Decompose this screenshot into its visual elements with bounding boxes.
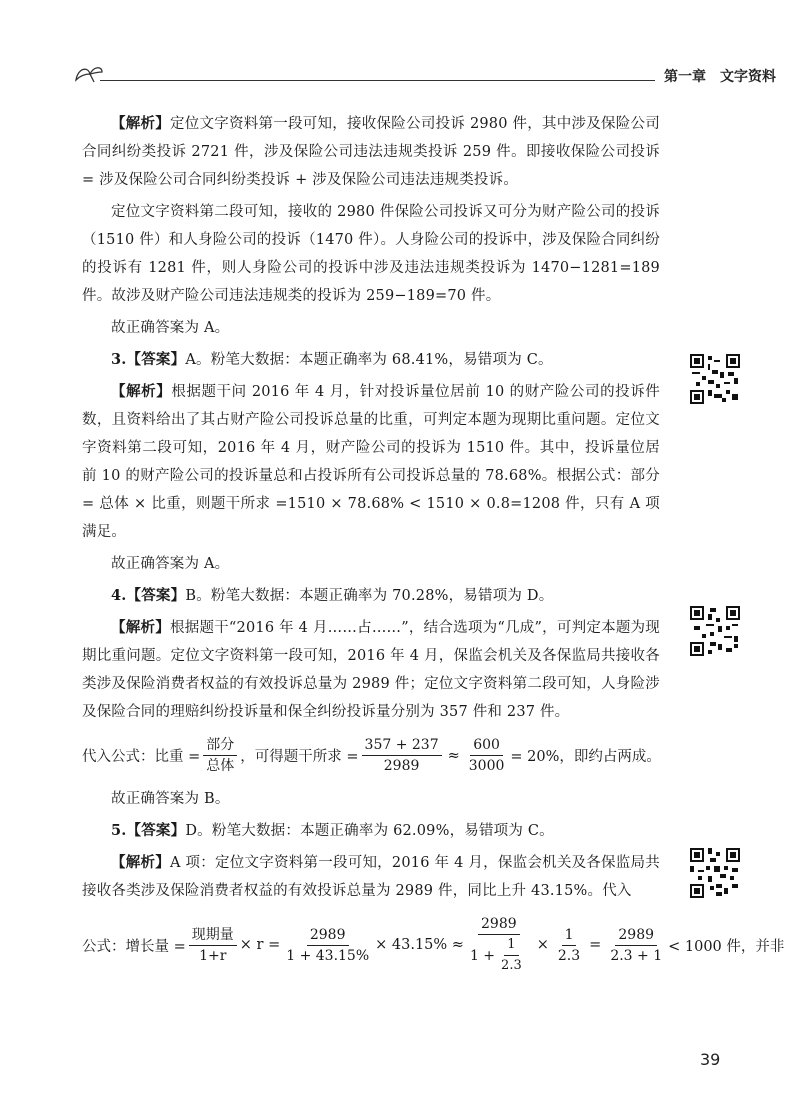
analysis-text: 根据题干问 2016 年 4 月，针对投诉量位居前 10 的财产险公司的投诉件数，且资料给出了其占财产险公司投诉总量的比重，可判定本题为现期比重问题。定位文字资料第二段可知，2016 年 4 月，财产险公司的投诉为 1510 件。其中，投诉量位居前 10 的财产险公司的投诉量总和占投诉所有公司投诉总量的 78.68%。根据公式：部分 = 总体 × 比重，则题干所求 =1510 × 78.68% < 1510 × 0.8=1208 件，只有 A 项满足。 <box>82 384 660 540</box>
analysis-paragraph <box>82 849 660 905</box>
answer-line <box>82 346 660 374</box>
formula-text: ，可得题干所求 = <box>240 749 359 765</box>
fraction-denominator: 1 + 43.15% <box>286 947 370 964</box>
equals-symbol: = <box>589 937 602 953</box>
answer-text: A。粉笔大数据：本题正确率为 68.41%，易错项为 C。 <box>185 352 553 368</box>
fraction-denominator: 3000 <box>468 758 505 774</box>
page-body <box>82 110 785 985</box>
fraction-value <box>283 926 372 965</box>
fraction-estimate <box>466 736 508 775</box>
analysis-tag: 【解析】 <box>111 619 170 636</box>
fraction-denominator: 2.3 + 1 <box>610 947 663 964</box>
fraction-denominator <box>467 935 531 975</box>
fraction-part-over-total <box>203 736 237 775</box>
leaf-ornament-icon <box>72 60 106 90</box>
fraction-denominator: 2.3 <box>501 958 522 973</box>
fraction-denominator: 2989 <box>383 758 420 774</box>
answer-tag: 5.【答案】 <box>111 822 186 839</box>
answer-line <box>82 582 660 610</box>
conclusion: 故正确答案为 A。 <box>111 320 230 336</box>
answer-tag: 3.【答案】 <box>111 351 186 368</box>
inner-fraction <box>498 936 525 975</box>
answer-text: D。粉笔大数据：本题正确率为 62.09%，易错项为 C。 <box>185 823 554 839</box>
fraction-sum-over-total <box>362 736 442 775</box>
paragraph: 定位文字资料第二段可知，接收的 2980 件保险公司投诉又可分为财产险公司的投诉（1510 件）和人身险公司的投诉（1470 件）。人身险公司的投诉中，涉及保险合同纠纷的投诉有 1281 件，则人身险公司的投诉中涉及违法违规类投诉为 1470−1281=189 件。故涉及财产险公司违法违规类的投诉为 259−189=70 件。 <box>82 204 660 304</box>
fraction-current-over-rate <box>189 926 237 965</box>
answer-text: B。粉笔大数据：本题正确率为 70.28%，易错项为 D。 <box>185 588 554 604</box>
fraction-denominator: 总体 <box>206 758 235 774</box>
paragraph-text: 定位文字资料第一段可知，接收保险公司投诉 2980 件，其中涉及保险公司合同纠纷类投诉 2721 件，涉及保险公司违法违规类投诉 259 件。即接收保险公司投诉 = 涉及保险公司合同纠纷类投诉 + 涉及保险公司违法违规类投诉。 <box>82 116 660 188</box>
formula-lead: 公式：增长量 = <box>82 938 186 955</box>
answer-line <box>82 817 660 845</box>
fraction-numerator: 2989 <box>615 926 657 946</box>
analysis-paragraph <box>82 378 660 546</box>
fraction-numerator: 部分 <box>203 736 237 756</box>
fraction-numerator: 现期量 <box>189 926 237 946</box>
formula-text: × r = <box>239 937 281 953</box>
fraction-denominator: 1+r <box>199 947 227 964</box>
denominator-prefix: 1 + <box>469 947 496 964</box>
formula-tail: = 20%，即约占两成。 <box>510 749 661 765</box>
fraction-numerator: 600 <box>470 736 503 756</box>
chapter-title: 第一章 文字资料 <box>664 69 776 85</box>
page-number: 39 <box>700 1050 721 1069</box>
fraction-value <box>607 926 665 965</box>
fraction-value <box>555 926 583 965</box>
qr-code-icon[interactable] <box>690 354 740 404</box>
analysis-tag: 【解析】 <box>111 115 171 132</box>
header-rule <box>100 80 655 81</box>
analysis-tag: 【解析】 <box>111 854 170 871</box>
fraction-denominator: 2.3 <box>557 947 581 964</box>
running-header <box>72 60 776 92</box>
formula-tail: < 1000 件，并非 <box>668 938 785 955</box>
fraction-numerator: 2989 <box>478 915 520 935</box>
approx-symbol: ≈ <box>447 747 460 764</box>
fraction-numerator: 2989 <box>307 926 349 946</box>
paragraph <box>82 110 660 194</box>
times-symbol: × <box>536 937 549 953</box>
fraction-numerator: 357 + 237 <box>362 736 442 756</box>
formula-text: × 43.15% ≈ <box>375 937 464 953</box>
qr-code-icon[interactable] <box>690 848 740 898</box>
formula-lead: 代入公式：比重 = <box>82 749 201 765</box>
analysis-tag: 【解析】 <box>111 383 172 400</box>
answer-tag: 4.【答案】 <box>111 587 186 604</box>
ratio-formula <box>82 736 660 775</box>
analysis-text: 根据题干“2016 年 4 月……占……”，结合选项为“几成”，可判定本题为现期比重问题。定位文字资料第一段可知，2016 年 4 月，保监会机关及各保监局共接收各类涉及保险消费者权益的有效投诉总量为 2989 件；定位文字资料第二段可知，人身险涉及保险合同的理赔纠纷投诉量和保全纠纷投诉量分别为 357 件和 237 件。 <box>82 620 660 720</box>
analysis-paragraph <box>82 614 660 726</box>
growth-formula <box>82 915 785 975</box>
qr-code-icon[interactable] <box>690 606 740 656</box>
fraction-numerator: 1 <box>504 936 518 956</box>
fraction-numerator: 1 <box>562 926 577 946</box>
analysis-text: A 项：定位文字资料第一段可知，2016 年 4 月，保监会机关及各保监局共接收各类涉及保险消费者权益的有效投诉总量为 2989 件，同比上升 43.15%。代入 <box>82 855 660 899</box>
conclusion: 故正确答案为 B。 <box>111 791 230 807</box>
fraction-nested <box>467 915 531 975</box>
conclusion: 故正确答案为 A。 <box>111 556 230 572</box>
